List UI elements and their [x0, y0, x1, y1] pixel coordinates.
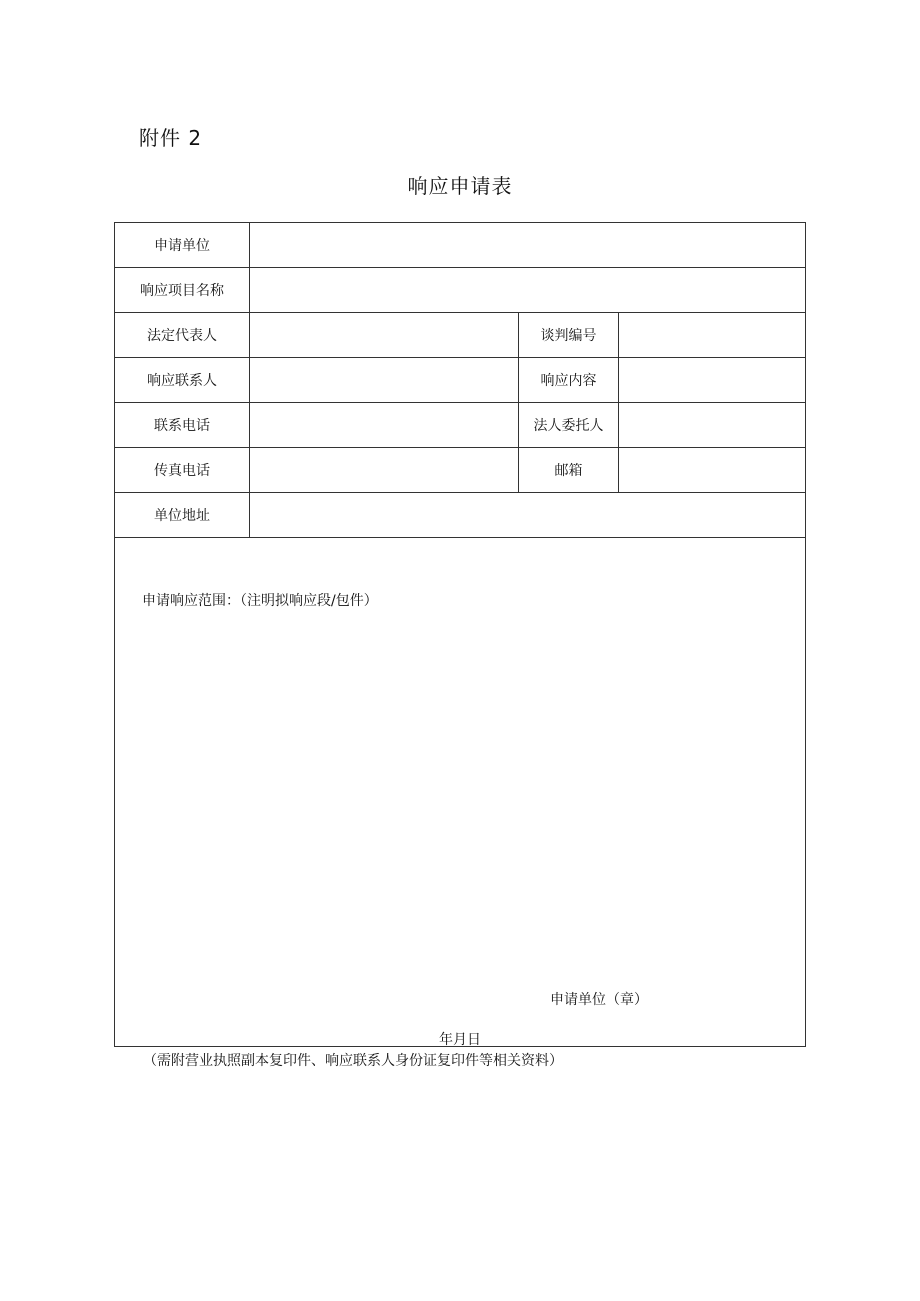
response-content-label: 响应内容 [519, 358, 619, 403]
email-label: 邮箱 [519, 448, 619, 493]
application-form-table [114, 222, 806, 1047]
seal-label: 申请单位（章） [550, 992, 648, 1008]
project-name-label: 响应项目名称 [115, 268, 250, 313]
legal-rep-field[interactable] [250, 313, 519, 358]
address-field[interactable] [250, 493, 806, 538]
form-title: 响应申请表 [407, 174, 513, 198]
authorized-person-field[interactable] [619, 403, 806, 448]
negotiation-no-field[interactable] [619, 313, 806, 358]
scope-area[interactable] [115, 538, 806, 1047]
row-legal-rep [115, 313, 806, 358]
negotiation-no-label: 谈判编号 [519, 313, 619, 358]
applicant-unit-label: 申请单位 [115, 223, 250, 268]
address-label: 单位地址 [115, 493, 250, 538]
phone-field[interactable] [250, 403, 519, 448]
date-label: 年月日 [439, 1032, 481, 1048]
email-field[interactable] [619, 448, 806, 493]
row-phone [115, 403, 806, 448]
legal-rep-label: 法定代表人 [115, 313, 250, 358]
contact-person-label: 响应联系人 [115, 358, 250, 403]
fax-field[interactable] [250, 448, 519, 493]
authorized-person-label: 法人委托人 [519, 403, 619, 448]
row-fax [115, 448, 806, 493]
footnote: （需附营业执照副本复印件、响应联系人身份证复印件等相关资料） [143, 1053, 563, 1069]
row-address [115, 493, 806, 538]
phone-label: 联系电话 [115, 403, 250, 448]
project-name-field[interactable] [250, 268, 806, 313]
row-scope [115, 538, 806, 1047]
fax-label: 传真电话 [115, 448, 250, 493]
attachment-label: 附件 2 [139, 126, 203, 150]
row-contact-person [115, 358, 806, 403]
scope-label: 申请响应范围：（注明拟响应段/包件） [142, 593, 378, 609]
response-content-field[interactable] [619, 358, 806, 403]
applicant-unit-field[interactable] [250, 223, 806, 268]
row-project-name [115, 268, 806, 313]
contact-person-field[interactable] [250, 358, 519, 403]
row-applicant-unit [115, 223, 806, 268]
